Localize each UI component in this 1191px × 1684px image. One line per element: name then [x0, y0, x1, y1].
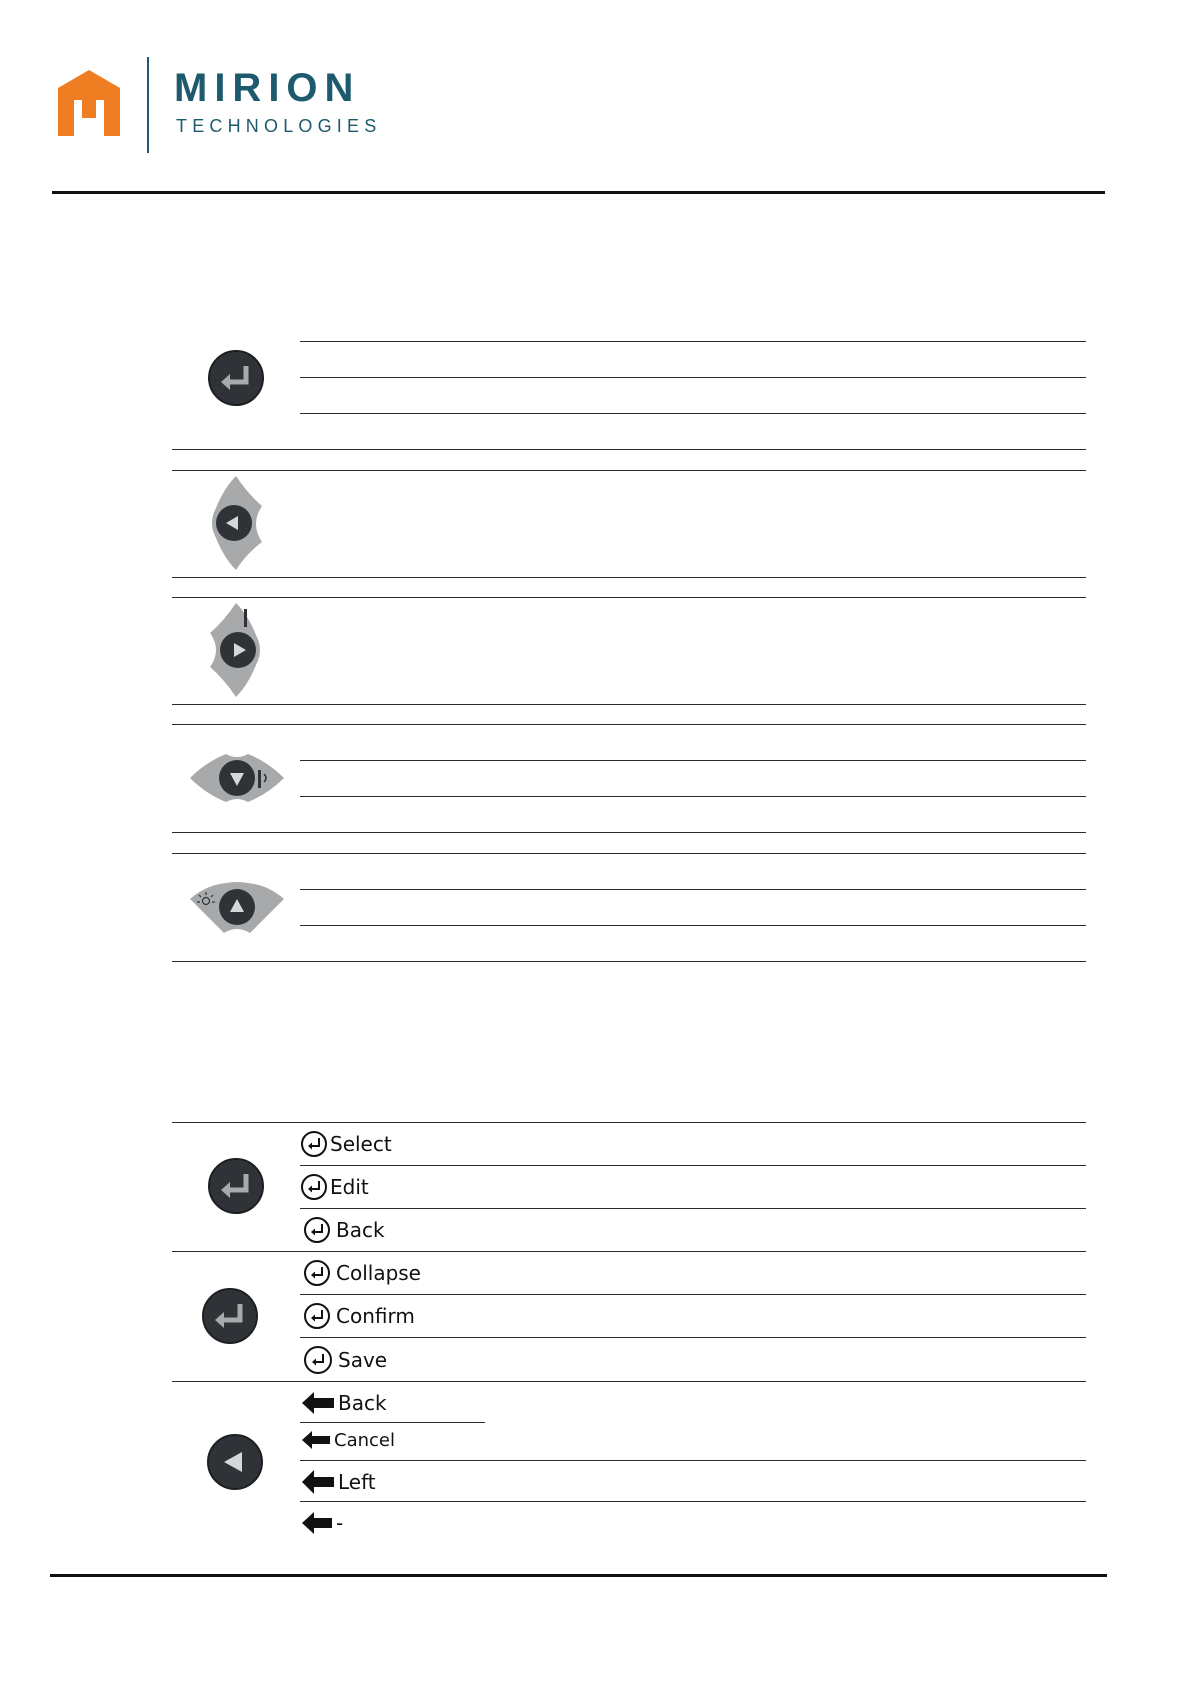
softkey-back-arrow — [300, 1383, 387, 1423]
enter-circle-icon — [300, 1259, 334, 1287]
table-rule — [300, 796, 1086, 797]
table-rule — [172, 597, 1086, 598]
table-rule — [172, 1122, 1086, 1123]
left-arrow-key-icon — [206, 1433, 264, 1491]
right-arrow-key-icon — [206, 601, 266, 699]
softkey-left — [300, 1462, 376, 1502]
header-divider — [147, 57, 149, 153]
table-rule — [300, 413, 1086, 414]
softkey-label: Back — [338, 1391, 387, 1415]
left-arrow-icon — [300, 1510, 334, 1536]
table-rule — [172, 470, 1086, 471]
left-arrow-key-icon — [206, 474, 266, 572]
table-rule — [300, 377, 1086, 378]
enter-circle-icon — [300, 1302, 334, 1330]
softkey-label: Edit — [330, 1175, 369, 1199]
table-rule — [300, 760, 1086, 761]
up-arrow-key-icon — [188, 877, 286, 937]
softkey-cancel — [300, 1422, 395, 1458]
softkey-label: Collapse — [336, 1261, 421, 1285]
table-rule — [172, 724, 1086, 725]
softkey-save — [300, 1340, 387, 1380]
table-rule — [172, 1381, 1086, 1382]
table-rule — [172, 577, 1086, 578]
table-rule — [300, 1337, 1086, 1338]
left-arrow-icon — [300, 1390, 336, 1416]
left-arrow-icon — [300, 1429, 332, 1451]
enter-circle-icon — [300, 1345, 336, 1375]
table-rule — [300, 1460, 1086, 1461]
softkey-label: Back — [336, 1218, 385, 1242]
table-rule — [300, 1165, 1086, 1166]
enter-key-icon — [206, 349, 266, 407]
table-rule — [172, 961, 1086, 962]
softkey-label: Confirm — [336, 1304, 415, 1328]
softkey-label: Save — [338, 1348, 388, 1372]
header-rule — [52, 191, 1105, 194]
softkey-edit — [300, 1167, 369, 1207]
softkey-minus — [300, 1503, 343, 1543]
softkey-label: Cancel — [334, 1429, 395, 1451]
softkey-label: Select — [330, 1132, 392, 1156]
softkey-back — [300, 1210, 385, 1250]
left-arrow-icon — [300, 1468, 336, 1496]
softkey-collapse — [300, 1253, 421, 1293]
softkey-label: Left — [338, 1470, 376, 1494]
enter-circle-icon — [300, 1216, 334, 1244]
table-rule — [172, 832, 1086, 833]
table-rule — [172, 449, 1086, 450]
softkey-confirm — [300, 1296, 415, 1336]
table-rule — [172, 853, 1086, 854]
table-rule — [300, 1208, 1086, 1209]
enter-circle-icon — [300, 1130, 328, 1158]
mirion-logo-icon — [56, 68, 122, 138]
table-rule — [300, 1501, 1086, 1502]
down-arrow-key-icon — [188, 748, 286, 808]
softkey-label: - — [336, 1511, 344, 1535]
table-rule — [300, 925, 1086, 926]
enter-key-icon — [200, 1287, 260, 1345]
table-rule — [172, 704, 1086, 705]
enter-circle-icon — [300, 1173, 328, 1201]
softkey-select — [300, 1124, 392, 1164]
brand-tagline: TECHNOLOGIES — [176, 116, 382, 136]
table-rule — [300, 1294, 1086, 1295]
table-rule — [172, 1251, 1086, 1252]
brand-name: MIRION — [174, 66, 361, 110]
enter-key-icon — [206, 1157, 266, 1215]
table-rule — [300, 889, 1086, 890]
footer-rule — [50, 1574, 1107, 1577]
table-rule — [300, 341, 1086, 342]
